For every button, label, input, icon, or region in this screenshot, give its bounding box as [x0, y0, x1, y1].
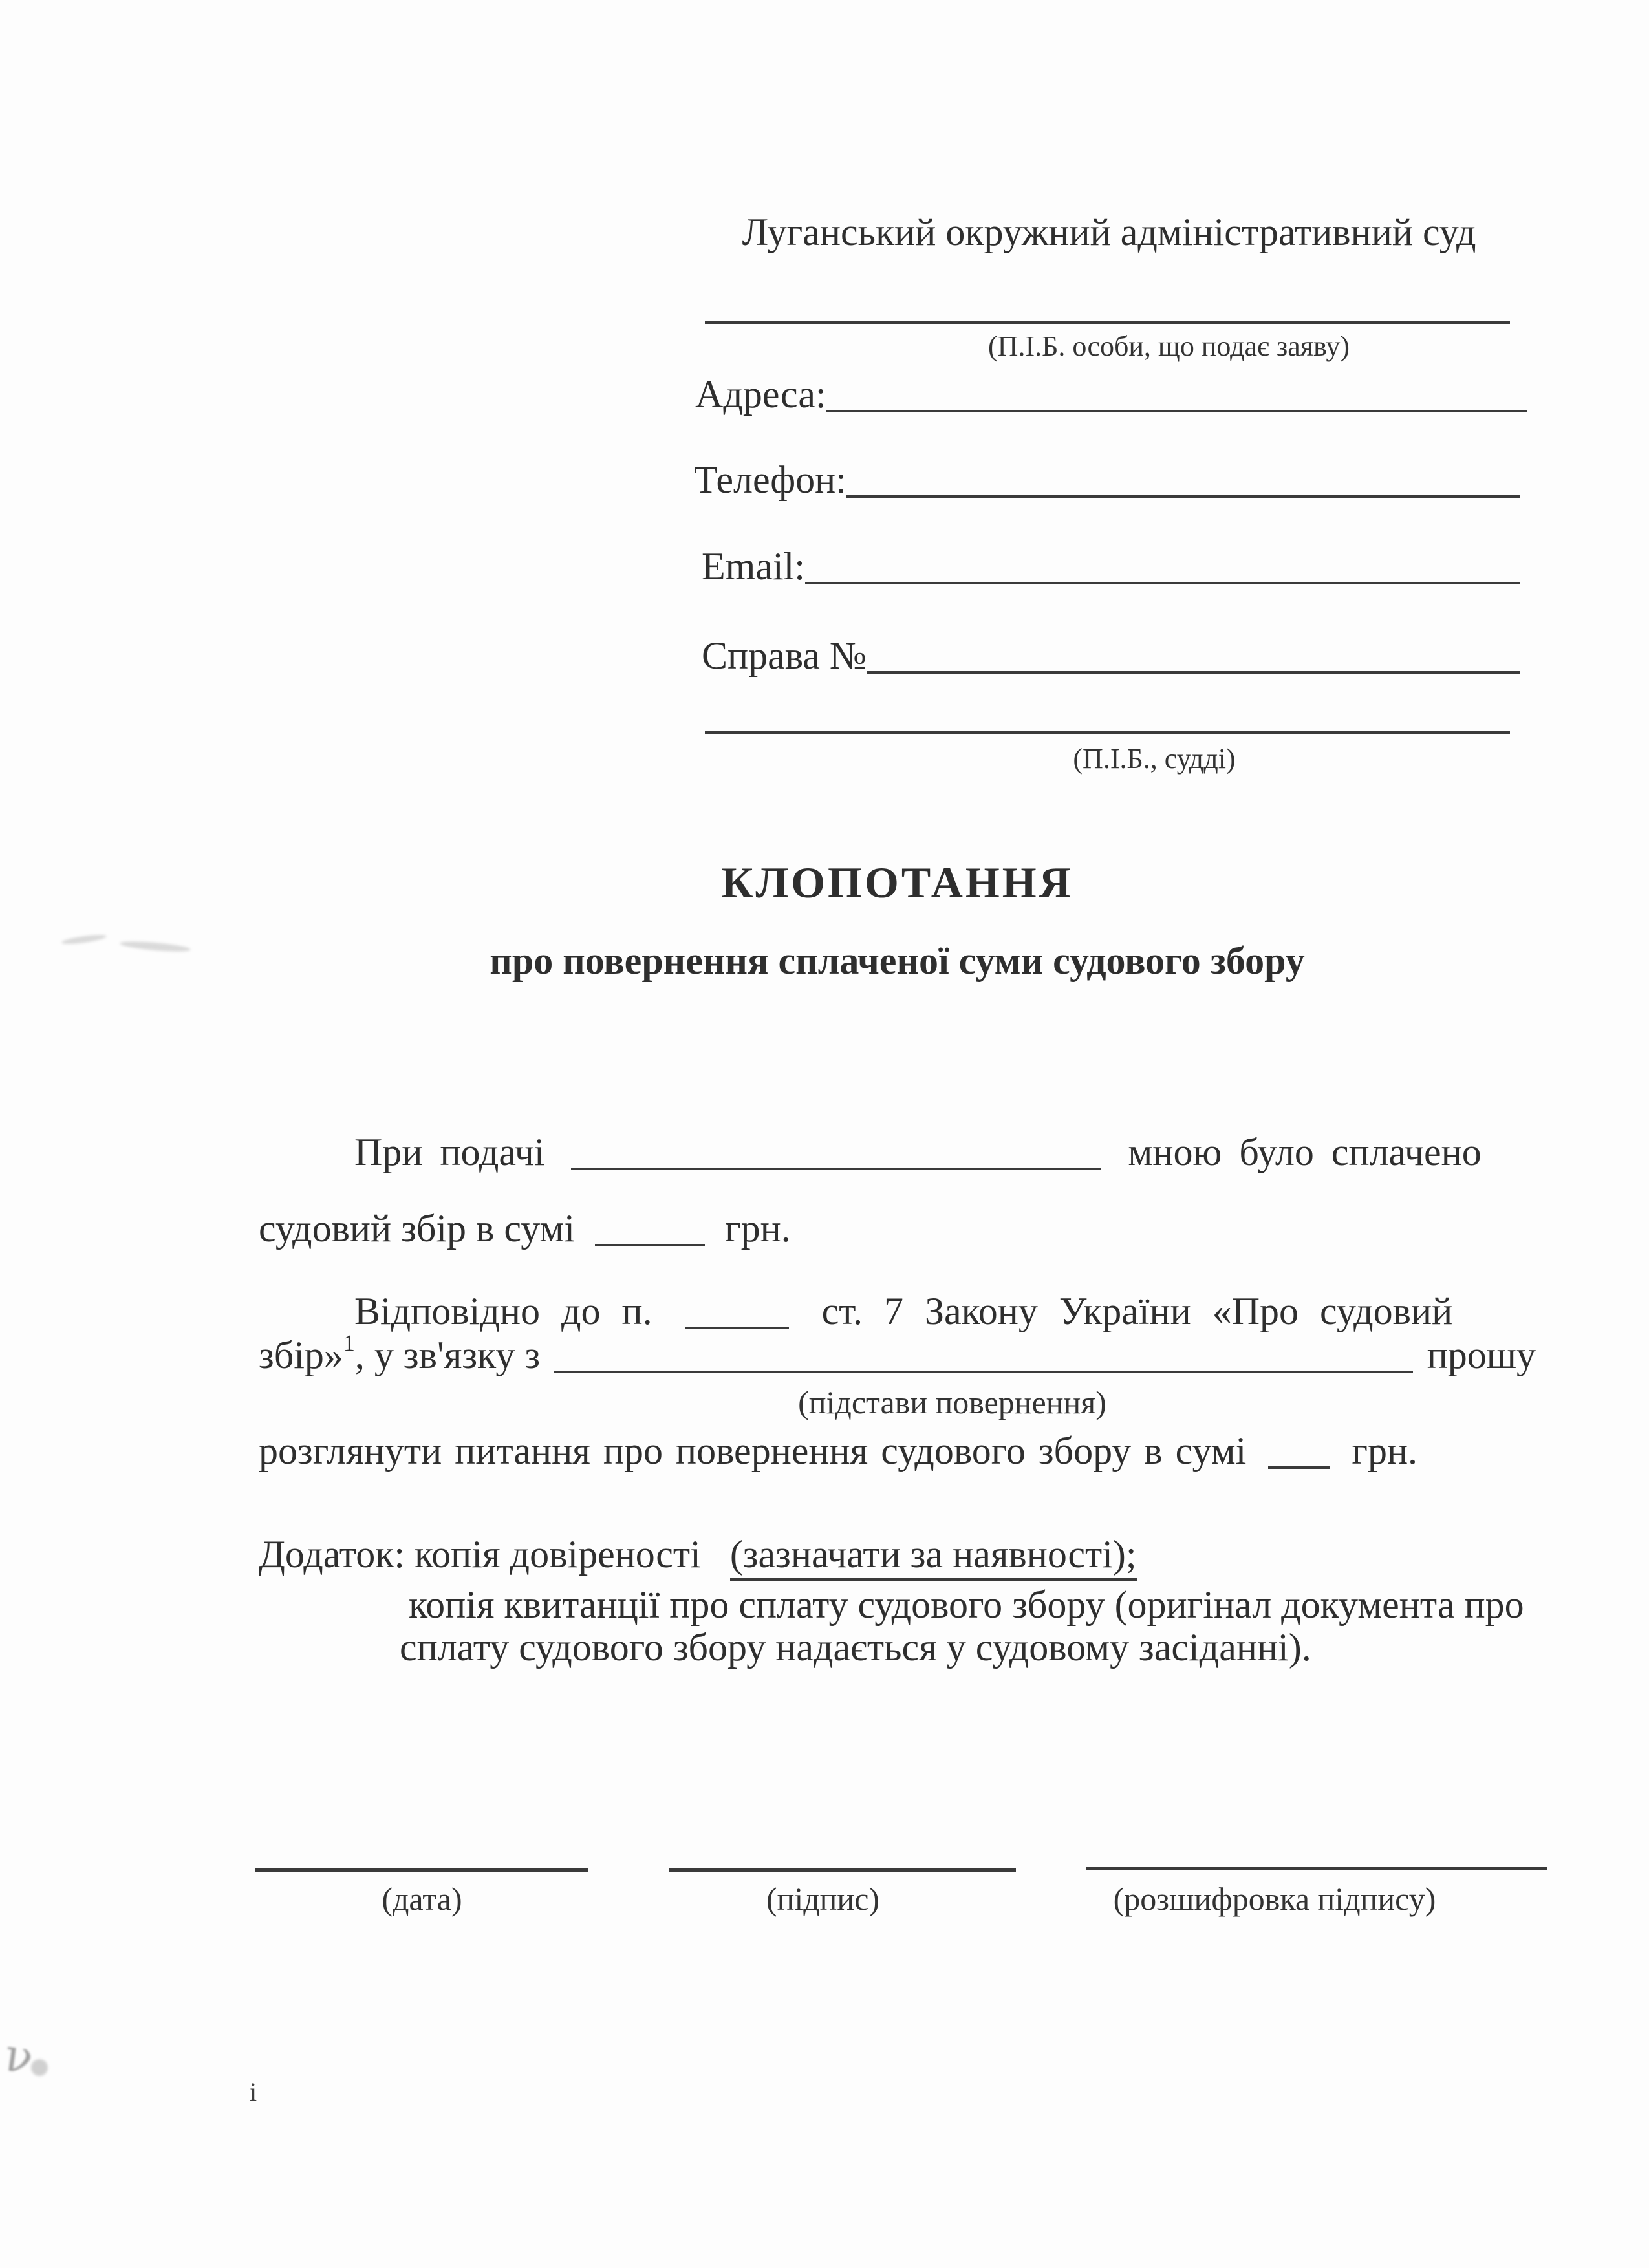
field-label-address: Адреса:	[695, 373, 826, 416]
page-subtitle: про повернення сплаченої суми судового збору	[490, 939, 1305, 982]
field-row-case-number	[702, 634, 1520, 678]
footnote-ref-1: 1	[343, 1330, 355, 1356]
scan-smudge	[31, 2059, 48, 2076]
page-title: КЛОПОТАННЯ	[721, 858, 1073, 907]
field-label-phone: Телефон:	[694, 458, 846, 501]
paragraph-2-line-2	[259, 1330, 1536, 1378]
scan-smudge	[120, 939, 191, 954]
p1b-blank-line	[595, 1244, 705, 1246]
p1-tail-text: мною було сплачено	[1128, 1131, 1482, 1173]
pen-mark-artifact: ν	[1, 2028, 37, 2085]
judge-name-caption: (П.І.Б., судді)	[1073, 743, 1236, 775]
attachment-line-1	[259, 1532, 1137, 1581]
p2b-tail-text: прошу	[1427, 1334, 1536, 1376]
field-line-phone	[846, 495, 1520, 498]
court-name: Луганський окружний адміністративний суд	[742, 211, 1476, 253]
p2-lead-text: Відповідно до п.	[354, 1290, 652, 1332]
endnote-marker: i	[250, 2077, 257, 2106]
p2-tail-text: ст. 7 Закону України «Про судовий	[821, 1290, 1453, 1332]
paragraph-1-line-1	[259, 1130, 1536, 1175]
p2c-lead-text: розглянути питання про повернення судового збору в сумі	[259, 1429, 1247, 1472]
field-label-case-number: Справа №	[702, 634, 867, 677]
field-row-email	[702, 544, 1520, 589]
paragraph-1-line-2	[259, 1206, 1536, 1251]
field-line-address	[826, 410, 1527, 412]
attachment-intro-text: Додаток: копія довіреності	[259, 1533, 701, 1576]
date-caption: (дата)	[382, 1881, 462, 1917]
p2b-lead-text: збір»$^1$, у зв'язку з	[259, 1330, 541, 1376]
p2c-tail-text: грн.	[1352, 1429, 1418, 1472]
attachment-underlined-note: (зазначати за наявності);	[730, 1532, 1137, 1581]
date-line	[255, 1868, 588, 1872]
signature-name-line	[1086, 1867, 1547, 1870]
judge-name-line	[705, 731, 1510, 734]
p2b-blank-line	[554, 1371, 1413, 1373]
attachment-line-2: копія квитанції про сплату судового збору (оригінал документа про	[409, 1583, 1524, 1626]
scan-smudge	[61, 933, 107, 946]
field-row-phone	[694, 458, 1520, 502]
field-line-case-number	[867, 671, 1520, 674]
p2-blank-line	[685, 1327, 789, 1329]
applicant-name-caption: (П.І.Б. особи, що подає заяву)	[988, 330, 1350, 362]
signature-line	[669, 1868, 1016, 1872]
applicant-name-line	[705, 321, 1510, 324]
paragraph-2-line-1	[259, 1289, 1536, 1334]
attachment-line-3: сплату судового збору надається у судовому засіданні).	[400, 1626, 1311, 1669]
field-label-email: Email:	[702, 545, 805, 588]
p1-blank-line	[571, 1168, 1101, 1170]
field-row-address	[695, 372, 1527, 417]
return-grounds-caption: (підстави повернення)	[798, 1384, 1106, 1420]
signature-name-caption: (розшифровка підпису)	[1113, 1881, 1436, 1917]
signature-caption: (підпис)	[766, 1881, 880, 1917]
p1b-tail-text: грн.	[725, 1207, 791, 1250]
p2c-blank-line	[1268, 1466, 1330, 1469]
p1-lead-text: При подачі	[354, 1131, 545, 1173]
paragraph-2-line-4	[259, 1429, 1536, 1473]
p1b-lead-text: судовий збір в сумі	[259, 1207, 576, 1250]
field-line-email	[805, 582, 1520, 584]
